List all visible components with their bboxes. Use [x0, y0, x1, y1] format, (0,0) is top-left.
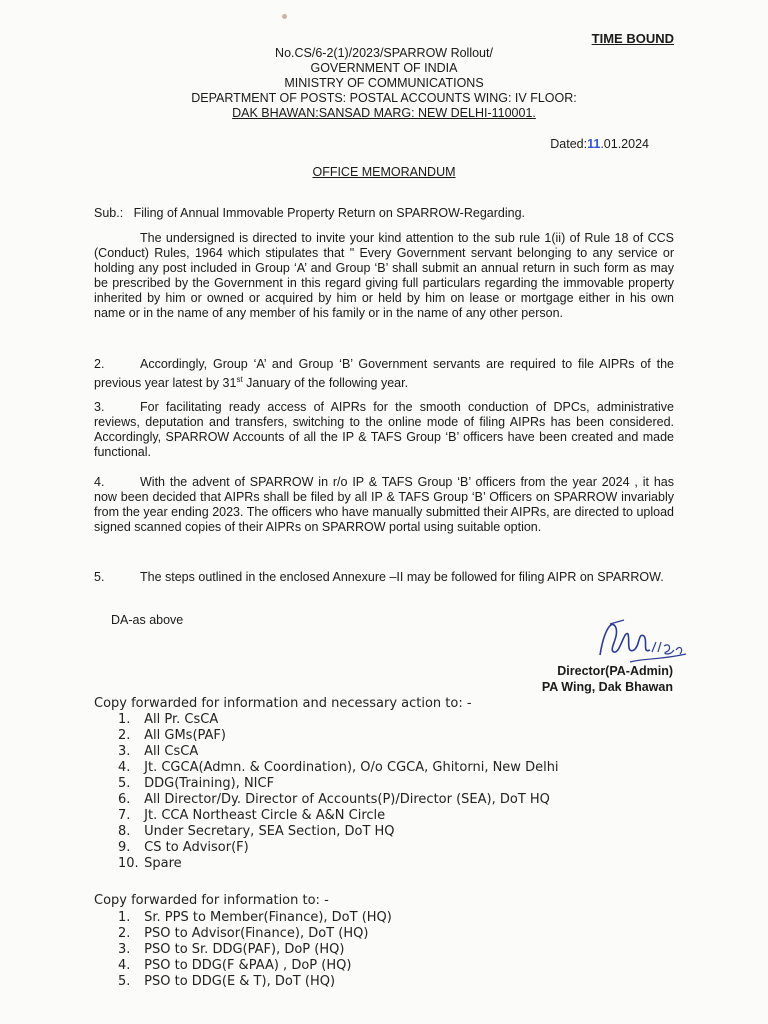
list-item-number: 4. — [118, 760, 131, 775]
list-item-text: Sr. PPS to Member(Finance), DoT (HQ) — [144, 910, 392, 925]
list-item-number: 9. — [118, 840, 131, 855]
list-item — [118, 760, 559, 776]
copy-to-action-heading: Copy forwarded for information and necessary action to: - — [94, 696, 472, 711]
paragraph-5-number: 5. — [94, 570, 105, 584]
paragraph-1: The undersigned is directed to invite your kind attention to the sub rule 1(ii) of Rule 18 of CCS (Conduct) Rules, 1964 which stipulates that " Every Government servant belonging to any service or holding any post included in Group ‘A’ and Group ‘B’ shall submit an annual return in such form as may be prescribed by the Government in this regard giving full particulars regarding the immovable property inherited by him or owned or acquired by him or held by him on lease or mortgage either in his own name or in the name of any member of his family or in the name of any other person. — [94, 231, 674, 320]
list-item-text: PSO to Advisor(Finance), DoT (HQ) — [144, 926, 369, 941]
list-item-number: 2. — [118, 728, 131, 743]
list-item-number: 1. — [118, 910, 131, 925]
subject-line — [94, 206, 674, 221]
paragraph-2-text-b: January of the following year. — [242, 376, 409, 391]
list-item-number: 8. — [118, 824, 131, 839]
address-line: DAK BHAWAN:SANSAD MARG: NEW DELHI-110001. — [232, 106, 536, 120]
ministry-line: MINISTRY OF COMMUNICATIONS — [284, 76, 484, 90]
list-item-text: PSO to Sr. DDG(PAF), DoP (HQ) — [144, 942, 345, 957]
list-item-number: 6. — [118, 792, 131, 807]
time-bound-label: TIME BOUND — [591, 31, 674, 46]
list-item-number: 7. — [118, 808, 131, 823]
list-item — [118, 824, 559, 840]
signatory-designation: Director(PA-Admin) — [557, 664, 673, 678]
paragraph-3-number: 3. — [94, 400, 105, 414]
enclosure-note: DA-as above — [111, 613, 184, 627]
list-item — [118, 776, 559, 792]
copy-to-action-list — [94, 712, 559, 872]
list-item-text: Jt. CGCA(Admn. & Coordination), O/o CGCA, Ghitorni, New Delhi — [144, 760, 559, 775]
paragraph-3 — [94, 400, 674, 460]
date-day-handwritten: 11 — [587, 137, 601, 151]
list-item — [118, 792, 559, 808]
copy-to-information-heading: Copy forwarded for information to: - — [94, 893, 329, 908]
government-line: GOVERNMENT OF INDIA — [310, 61, 458, 75]
list-item-number: 2. — [118, 926, 131, 941]
paragraph-5 — [94, 570, 674, 585]
list-item — [118, 958, 392, 974]
list-item — [118, 942, 392, 958]
list-item-text: DDG(Training), NICF — [144, 776, 275, 791]
date-label: Dated: — [550, 137, 588, 151]
list-item-number: 4. — [118, 958, 131, 973]
list-item — [118, 744, 559, 760]
list-item — [118, 712, 559, 728]
list-item-number: 3. — [118, 744, 131, 759]
paragraph-2-superscript: st — [236, 375, 243, 384]
handwritten-signature — [590, 610, 690, 670]
signatory-office: PA Wing, Dak Bhawan — [541, 680, 673, 694]
date-line — [550, 137, 649, 151]
list-item — [118, 910, 392, 926]
list-item — [118, 808, 559, 824]
file-number: No.CS/6-2(1)/2023/SPARROW Rollout/ — [275, 46, 493, 60]
list-item-text: All CsCA — [144, 744, 199, 759]
paragraph-5-text: The steps outlined in the enclosed Annexure –II may be followed for filing AIPR on SPARROW. — [140, 570, 664, 584]
paragraph-3-text: For facilitating ready access of AIPRs for the smooth conduction of DPCs, administrative reviews, deputation and transfers, switching to the online mode of filing AIPRs has been considered. Accordingly, SPARROW Accounts of all the IP & TAFS Group ‘B’ officers have been created and made functional. — [94, 400, 674, 459]
list-item — [118, 974, 392, 990]
list-item-number: 1. — [118, 712, 131, 727]
paragraph-2-number: 2. — [94, 357, 105, 371]
subject-label: Sub.: — [94, 206, 124, 220]
document-title: OFFICE MEMORANDUM — [312, 165, 456, 179]
list-item-text: PSO to DDG(F &PAA) , DoP (HQ) — [144, 958, 352, 973]
date-rest: .01.2024 — [600, 137, 649, 151]
list-item-number: 5. — [118, 974, 131, 989]
list-item-text: Spare — [144, 856, 182, 871]
list-item-text: All GMs(PAF) — [144, 728, 226, 743]
list-item-number: 5. — [118, 776, 131, 791]
list-item — [118, 856, 559, 872]
paragraph-4-number: 4. — [94, 475, 105, 489]
signatory-block — [542, 663, 673, 695]
paragraph-2 — [94, 357, 674, 391]
paragraph-2-text-a: Accordingly, Group ‘A’ and Group ‘B’ Government servants are required to file AIPRs of the previous year latest by 31 — [94, 357, 674, 391]
list-item-text: Jt. CCA Northeast Circle & A&N Circle — [144, 808, 386, 823]
list-item-text: CS to Advisor(F) — [144, 840, 249, 855]
paragraph-4-text: With the advent of SPARROW in r/o IP & TAFS Group ‘B’ officers from the year 2024 , it has now been decided that AIPRs shall be filed by all IP & TAFS Group ‘B’ Officers on SPARROW invariably from the year ending 2023. The officers who have manually submitted their AIPRs, are directed to upload signed scanned copies of their AIPRs on SPARROW portal using suitable option. — [94, 475, 674, 534]
department-line: DEPARTMENT OF POSTS: POSTAL ACCOUNTS WING: IV FLOOR: — [191, 91, 577, 105]
list-item — [118, 728, 559, 744]
list-item-text: All Director/Dy. Director of Accounts(P)/Director (SEA), DoT HQ — [144, 792, 550, 807]
copy-to-information-list — [94, 910, 392, 990]
list-item — [118, 840, 559, 856]
subject-text: Filing of Annual Immovable Property Return on SPARROW-Regarding. — [133, 206, 525, 220]
list-item-number: 10. — [118, 856, 139, 871]
list-item-text: Under Secretary, SEA Section, DoT HQ — [144, 824, 395, 839]
scan-speck — [282, 14, 287, 19]
letterhead — [0, 46, 768, 121]
list-item — [118, 926, 392, 942]
list-item-number: 3. — [118, 942, 131, 957]
list-item-text: PSO to DDG(E & T), DoT (HQ) — [144, 974, 336, 989]
list-item-text: All Pr. CsCA — [144, 712, 219, 727]
paragraph-4 — [94, 475, 674, 535]
